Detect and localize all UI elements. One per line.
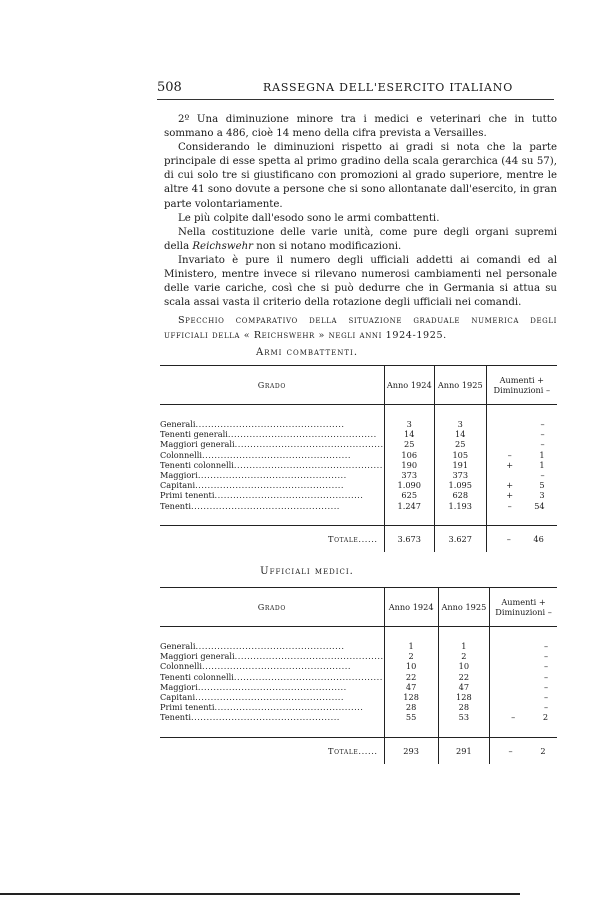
value-1924: 3: [384, 419, 434, 429]
header-1924: Anno 1924: [384, 366, 434, 405]
value-1925: 25: [434, 439, 486, 449]
table-row: [160, 651, 557, 661]
value-1925: 53: [438, 712, 489, 722]
running-head: [157, 80, 550, 96]
grado-cell: Capitani................................................: [160, 480, 345, 491]
header-grado: Grado: [160, 588, 384, 627]
total-label: Totale......: [160, 737, 384, 764]
table-row: [160, 470, 557, 480]
value-1925: 373: [434, 470, 486, 480]
value-1924: 1: [384, 641, 438, 651]
change-cell: + 1: [486, 460, 557, 470]
value-1925: 2: [438, 651, 489, 661]
header-variazioni: Aumenti + Diminuzioni –: [486, 366, 557, 405]
grado-cell: Tenenti................................................: [160, 500, 340, 511]
total-1925: 291: [438, 737, 489, 764]
value-1924: 28: [384, 702, 438, 712]
change-cell: –: [490, 692, 557, 702]
journal-title: RASSEGNA DELL'ESERCITO ITALIANO: [263, 81, 514, 94]
table-row: [160, 480, 557, 490]
change-cell: –: [486, 439, 557, 449]
table-title-text: Armi combattenti.: [256, 347, 358, 358]
table-row: [160, 450, 557, 460]
value-1924: 10: [384, 661, 438, 671]
paragraph: Considerando le diminuzioni rispetto ai gradi si nota che la parte principale di esse spetta al primo gradino della scala gerarchica (44 su 57), di cui solo tre si giustificano con promozioni al grado superiore, mentre le altre 41 sono dovute a persone che si sono allontanate dall'esercito, in gran parte volontariamente.: [164, 142, 557, 210]
table-row: [160, 641, 557, 651]
bottom-rule: [0, 893, 520, 895]
table-caption: [164, 313, 557, 343]
change-cell: –: [486, 429, 557, 439]
table-row: [160, 460, 557, 470]
value-1924: 625: [384, 490, 434, 500]
change-cell: + 5: [486, 480, 557, 490]
table-ufficiali-medici: [160, 587, 557, 764]
value-1924: 22: [384, 672, 438, 682]
value-1925: 10: [438, 661, 489, 671]
paragraph: 2º Una diminuzione minore tra i medici e veterinari che in tutto sommano a 486, cioè 14 meno della cifra prevista a Versailles.: [164, 114, 557, 140]
header-variazioni: Aumenti + Diminuzioni –: [490, 588, 557, 627]
table-row: [160, 501, 557, 511]
paragraph-text: Nella costituzione delle varie unità, come pure degli organi supremi della: [164, 226, 557, 252]
change-cell: –: [490, 682, 557, 692]
table-header: [160, 588, 557, 627]
total-label: Totale......: [160, 525, 384, 552]
value-1924: 25: [384, 439, 434, 449]
value-1924: 128: [384, 692, 438, 702]
header-1925: Anno 1925: [434, 366, 486, 405]
header-1925: Anno 1925: [438, 588, 489, 627]
table-title-text: Ufficiali medici.: [260, 566, 354, 577]
value-1924: 1.090: [384, 480, 434, 490]
caption-text: Specchio comparativo della situazione graduale numerica degli ufficiali della « Reichswehr » negli anni 1924-1925.: [164, 315, 557, 341]
paragraph: Invariato è pure il numero degli ufficiali addetti ai comandi ed al Ministero, mentre invece si rilevano numerosi cambiamenti nel personale delle varie cariche, così che si può dedurre che in Germania si attua su scala assai vasta il criterio della rotazione degli ufficiali nei comandi.: [164, 254, 557, 309]
paragraph-text: non si notano modificazioni.: [253, 240, 402, 252]
total-1924: 293: [384, 737, 438, 764]
table-row: [160, 672, 557, 682]
grado-cell: Maggiori generali................................................: [160, 439, 384, 450]
grado-cell: Tenenti colonnelli................................................: [160, 459, 383, 470]
page-number: 508: [157, 80, 182, 95]
body-text: [164, 113, 557, 310]
paragraph: Le più colpite dall'esodo sono le armi combattenti.: [178, 212, 440, 224]
table-row: [160, 702, 557, 712]
table-row: [160, 429, 557, 439]
grado-cell: Generali................................................: [160, 641, 345, 651]
value-1925: 1.193: [434, 501, 486, 511]
grado-cell: Generali................................................: [160, 419, 345, 429]
value-1924: 14: [384, 429, 434, 439]
table-row: [160, 682, 557, 692]
value-1924: 373: [384, 470, 434, 480]
grado-cell: Colonnelli................................................: [160, 449, 351, 460]
change-cell: + 3: [486, 490, 557, 500]
value-1924: 106: [384, 450, 434, 460]
grado-cell: Primi tenenti................................................: [160, 702, 364, 713]
table-row: [160, 439, 557, 449]
value-1924: 2: [384, 651, 438, 661]
change-cell: – 54: [486, 501, 557, 511]
value-1925: 3: [434, 419, 486, 429]
total-1925: 3.627: [434, 525, 486, 552]
change-cell: –: [490, 651, 557, 661]
change-cell: – 1: [486, 450, 557, 460]
header-1924: Anno 1924: [384, 588, 438, 627]
value-1925: 14: [434, 429, 486, 439]
value-1924: 1.247: [384, 501, 434, 511]
change-cell: –: [486, 470, 557, 480]
change-cell: –: [486, 419, 557, 429]
table-armi-combattenti: [160, 365, 557, 552]
table-header: [160, 366, 557, 405]
total-change: – 2: [490, 737, 557, 764]
total-1924: 3.673: [384, 525, 434, 552]
value-1925: 128: [438, 692, 489, 702]
change-cell: –: [490, 641, 557, 651]
grado-cell: Maggiori................................................: [160, 681, 347, 692]
table-row: [160, 692, 557, 702]
value-1925: 191: [434, 460, 486, 470]
table-row: [160, 661, 557, 671]
value-1925: 1: [438, 641, 489, 651]
table-title-armi: [0, 347, 614, 358]
header-rule: [157, 99, 554, 100]
value-1925: 628: [434, 490, 486, 500]
total-row: [160, 737, 557, 764]
value-1925: 105: [434, 450, 486, 460]
table-body: [160, 419, 557, 511]
change-cell: –: [490, 702, 557, 712]
grado-cell: Colonnelli................................................: [160, 661, 351, 672]
table-row: [160, 712, 557, 722]
grado-cell: Tenenti colonnelli................................................: [160, 671, 383, 682]
value-1924: 190: [384, 460, 434, 470]
value-1925: 22: [438, 672, 489, 682]
total-row: [160, 525, 557, 552]
table-title-medici: [0, 566, 614, 577]
value-1924: 47: [384, 682, 438, 692]
grado-cell: Tenenti generali................................................: [160, 429, 377, 440]
paragraph: [164, 226, 557, 254]
value-1925: 47: [438, 682, 489, 692]
table-row: [160, 419, 557, 429]
change-cell: –: [490, 661, 557, 671]
grado-cell: Primi tenenti................................................: [160, 490, 364, 501]
grado-cell: Maggiori generali................................................: [160, 651, 384, 662]
grado-cell: Maggiori................................................: [160, 470, 347, 481]
table-row: [160, 490, 557, 500]
value-1925: 28: [438, 702, 489, 712]
grado-cell: Tenenti................................................: [160, 712, 340, 723]
total-change: – 46: [486, 525, 557, 552]
grado-cell: Capitani................................................: [160, 692, 345, 703]
change-cell: –: [490, 672, 557, 682]
change-cell: – 2: [490, 712, 557, 722]
value-1924: 55: [384, 712, 438, 722]
header-grado: Grado: [160, 366, 384, 405]
italic-term: Reichswehr: [192, 240, 254, 252]
table-body: [160, 641, 557, 723]
value-1925: 1.095: [434, 480, 486, 490]
